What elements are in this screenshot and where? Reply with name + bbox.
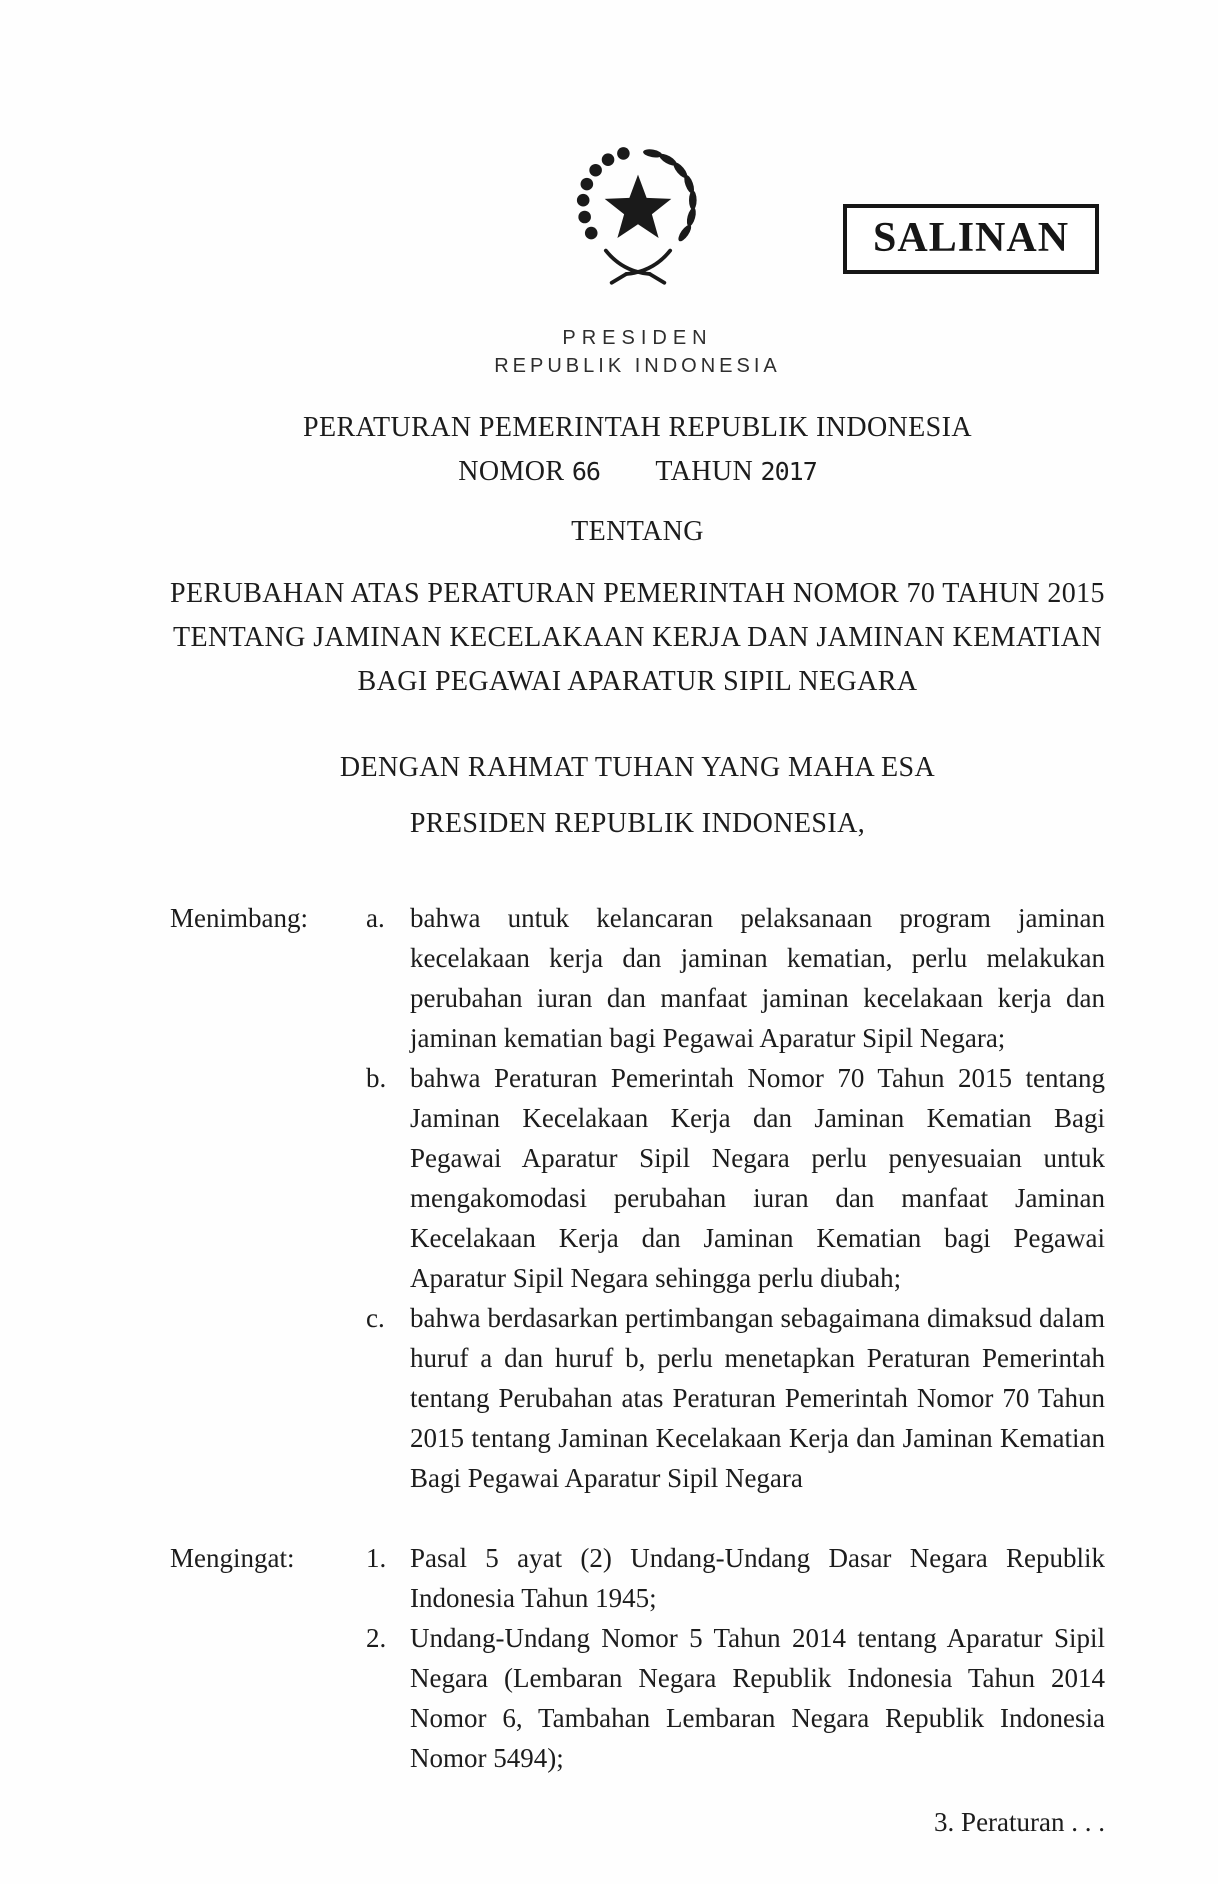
item-text: bahwa untuk kelancaran pelaksanaan program jaminan kecelakaan kerja dan jaminan kematian, perlu melakukan perubahan iuran dan manfaat jaminan kecelakaan kerja dan jaminan kematian bagi Pegawai Aparatur Sipil Negara;: [410, 903, 1105, 1053]
letterhead-line2: REPUBLIK INDONESIA: [494, 355, 781, 377]
item-text: Pasal 5 ayat (2) Undang-Undang Dasar Negara Republik Indonesia Tahun 1945;: [410, 1543, 1105, 1613]
menimbang-section: [170, 898, 1105, 1498]
salinan-stamp: SALINAN: [843, 204, 1099, 274]
authority-line: PRESIDEN REPUBLIK INDONESIA,: [409, 808, 866, 839]
invocation-line: DENGAN RAHMAT TUHAN YANG MAHA ESA: [339, 752, 936, 783]
item-marker: a.: [366, 903, 385, 933]
list-item: [366, 1298, 1105, 1498]
item-text: Undang-Undang Nomor 5 Tahun 2014 tentang Aparatur Sipil Negara (Lembaran Negara Republik Indonesia Tahun 2014 Nomor 6, Tambahan Lembaran Negara Republik Indonesia Nomor 5494);: [410, 1623, 1105, 1773]
item-text: bahwa Peraturan Pemerintah Nomor 70 Tahun 2015 tentang Jaminan Kecelakaan Kerja dan Jaminan Kematian Bagi Pegawai Aparatur Sipil Negara perlu penyesuaian untuk mengakomodasi perubahan iuran dan manfaat Jaminan Kecelakaan Kerja dan Jaminan Kematian bagi Pegawai Aparatur Sipil Negara sehingga perlu diubah;: [410, 1063, 1105, 1293]
menimbang-items: [366, 898, 1105, 1498]
presidential-seal-icon: [562, 136, 714, 298]
regulation-subject: PERUBAHAN ATAS PERATURAN PEMERINTAH NOMOR 70 TAHUN 2015 TENTANG JAMINAN KECELAKAAN KERJA DAN JAMINAN KEMATIAN BAGI PEGAWAI APARATUR SIPIL NEGARA: [170, 578, 1105, 697]
document-content: [170, 0, 1105, 1842]
item-marker: 2.: [366, 1623, 387, 1653]
letterhead-line1: PRESIDEN: [562, 327, 713, 349]
item-text: bahwa berdasarkan pertimbangan sebagaimana dimaksud dalam huruf a dan huruf b, perlu menetapkan Peraturan Pemerintah tentang Perubahan atas Peraturan Pemerintah Nomor 70 Tahun 2015 tentang Jaminan Kecelakaan Kerja dan Jaminan Kematian Bagi Pegawai Aparatur Sipil Negara: [410, 1303, 1105, 1493]
regulation-title: PERATURAN PEMERINTAH REPUBLIK INDONESIA: [302, 412, 973, 443]
mengingat-label: Mengingat:: [170, 1543, 295, 1573]
mengingat-section: [170, 1538, 1105, 1778]
tahun-label: TAHUN: [655, 456, 754, 487]
list-item: [366, 1538, 1105, 1618]
page-catchword: 3. Peraturan . . .: [934, 1807, 1105, 1837]
letterhead: [170, 327, 1105, 378]
tentang-label: TENTANG: [571, 516, 704, 547]
nomor-label: NOMOR: [458, 456, 565, 487]
regulation-number-line: [170, 456, 1105, 488]
item-marker: b.: [366, 1063, 387, 1093]
tahun-value: 2017: [760, 457, 817, 486]
list-item: [366, 1618, 1105, 1778]
mengingat-items: [366, 1538, 1105, 1778]
menimbang-label: Menimbang:: [170, 903, 308, 933]
item-marker: c.: [366, 1303, 385, 1333]
item-marker: 1.: [366, 1543, 387, 1573]
list-item: [366, 1058, 1105, 1298]
nomor-value: 66: [571, 457, 600, 486]
list-item: [366, 898, 1105, 1058]
